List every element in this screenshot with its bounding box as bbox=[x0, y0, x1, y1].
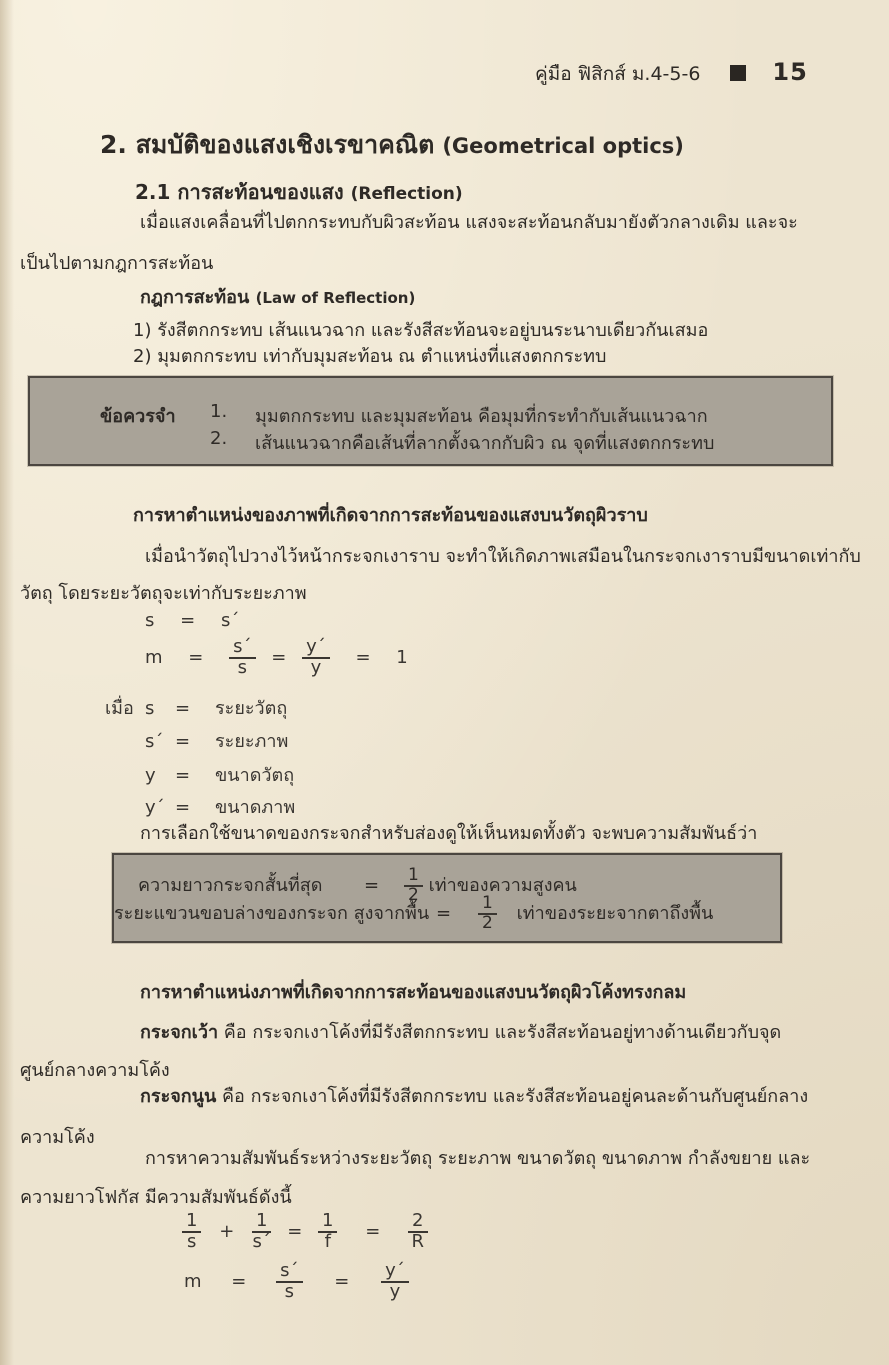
intro-line-1: เมื่อแสงเคลื่อนที่ไปตกกระทบกับผิวสะท้อน แสงจะสะท้อนกลับมายังตัวกลางเดิม และจะ bbox=[140, 212, 798, 233]
relation-line-2: ความยาวโฟกัส มีความสัมพันธ์ดังนี้ bbox=[20, 1187, 292, 1208]
definition-row: y´ = ขนาดภาพ bbox=[145, 797, 296, 818]
intro-line-2: เป็นไปตามกฎการสะท้อน bbox=[20, 253, 214, 274]
fraction-sprime-over-s: $\frac{s´}{s}$ bbox=[229, 638, 255, 678]
square-bullet-icon bbox=[730, 65, 746, 81]
fraction-yprime-over-y: $\frac{y´}{y}$ bbox=[381, 1262, 409, 1302]
concave-definition: กระจกเว้า คือ กระจกเงาโค้งที่มีรังสีตกกระทบ และรังสีสะท้อนอยู่ทางด้านเดียวกับจุด bbox=[140, 1022, 782, 1043]
plane-mirror-heading: การหาตำแหน่งของภาพที่เกิดจากการสะท้อนของแสงบนวัตถุผิวราบ bbox=[133, 505, 648, 526]
note-item-1-num: 1. bbox=[210, 401, 228, 422]
equation-magnification-plane: m = $\frac{s´}{s}$ = $\frac{y´}{y}$ = 1 bbox=[145, 636, 408, 678]
curved-mirror-heading: การหาตำแหน่งภาพที่เกิดจากการสะท้อนของแสงบนวัตถุผิวโค้งทรงกลม bbox=[140, 982, 687, 1003]
magnification-equation: m = $\frac{s´}{s}$ = $\frac{y´}{y}$ bbox=[184, 1262, 409, 1302]
law-heading: กฎการสะท้อน (Law of Reflection) bbox=[140, 287, 416, 308]
where-label: เมื่อ bbox=[105, 698, 134, 719]
fraction-1-over-s: $\frac{1}{s}$ bbox=[182, 1212, 201, 1252]
plane-mirror-para-2: วัตถุ โดยระยะวัตถุจะเท่ากับระยะภาพ bbox=[20, 583, 307, 604]
law-item-2: 2) มุมตกกระทบ เท่ากับมุมสะท้อน ณ ตำแหน่งที่แสงตกกระทบ bbox=[133, 346, 607, 367]
subsection-title: 2.1 การสะท้อนของแสง (Reflection) bbox=[135, 180, 463, 204]
mirror-box-row-2: ระยะแขวนขอบล่างของกระจก สูงจากพื้น = $\frac{1}{2}$ เท่าของระยะจากตาถึงพื้น bbox=[114, 893, 714, 933]
page-gutter-shadow bbox=[0, 0, 14, 1365]
fraction-1-over-sprime: $\frac{1}{s´}$ bbox=[252, 1210, 271, 1252]
mirror-equation: $\frac{1}{s}$ + $\frac{1}{s´}$ = $\frac{1}{f}$ = $\frac{2}{R}$ bbox=[182, 1212, 428, 1252]
fraction-one-half: $\frac{1}{2}$ bbox=[404, 867, 423, 905]
convex-definition: กระจกนูน คือ กระจกเงาโค้งที่มีรังสีตกกระทบ และรังสีสะท้อนอยู่คนละด้านกับศูนย์กลาง bbox=[140, 1086, 809, 1107]
plane-mirror-para-1: เมื่อนำวัตถุไปวางไว้หน้ากระจกเงาราบ จะทำให้เกิดภาพเสมือนในกระจกเงาราบมีขนาดเท่ากับ bbox=[145, 546, 861, 567]
page-number: 15 bbox=[772, 58, 808, 86]
definition-row: s´ = ระยะภาพ bbox=[145, 731, 289, 752]
mirror-box-row-1: ความยาวกระจกสั้นที่สุด = $\frac{1}{2}$ เท่าของความสูงคน bbox=[138, 865, 577, 905]
definition-row: y = ขนาดวัตถุ bbox=[145, 765, 295, 786]
section-title: 2. สมบัติของแสงเชิงเรขาคณิต (Geometrical optics) bbox=[100, 130, 684, 159]
note-item-2-text: เส้นแนวฉากคือเส้นที่ลากตั้งฉากกับผิว ณ จุดที่แสงตกกระทบ bbox=[255, 433, 715, 454]
fraction-one-half: $\frac{1}{2}$ bbox=[478, 895, 497, 933]
law-item-1: 1) รังสีตกกระทบ เส้นแนวฉาก และรังสีสะท้อนจะอยู่บนระนาบเดียวกันเสมอ bbox=[133, 320, 709, 341]
fraction-sprime-over-s: $\frac{s´}{s}$ bbox=[276, 1262, 302, 1302]
fraction-2-over-R: $\frac{2}{R}$ bbox=[408, 1212, 427, 1252]
note-box bbox=[28, 376, 833, 466]
note-item-2-num: 2. bbox=[210, 428, 228, 449]
convex-definition-cont: ความโค้ง bbox=[20, 1127, 95, 1148]
fraction-yprime-over-y: $\frac{y´}{y}$ bbox=[302, 638, 330, 678]
equation-s-equals-sprime: s = s´ bbox=[145, 610, 240, 631]
mirror-size-box bbox=[112, 853, 782, 943]
relation-line-1: การหาความสัมพันธ์ระหว่างระยะวัตถุ ระยะภาพ ขนาดวัตถุ ขนาดภาพ กำลังขยาย และ bbox=[145, 1148, 811, 1169]
concave-definition-cont: ศูนย์กลางความโค้ง bbox=[20, 1060, 170, 1081]
note-label: ข้อควรจำ bbox=[100, 406, 176, 427]
running-header bbox=[535, 58, 808, 89]
note-item-1-text: มุมตกกระทบ และมุมสะท้อน คือมุมที่กระทำกับเส้นแนวฉาก bbox=[255, 406, 708, 427]
book-title: คู่มือ ฟิสิกส์ ม.4-5-6 bbox=[535, 63, 701, 85]
mirror-choice-text: การเลือกใช้ขนาดของกระจกสำหรับส่องดูให้เห็นหมดทั้งตัว จะพบความสัมพันธ์ว่า bbox=[140, 823, 758, 844]
definition-row: s = ระยะวัตถุ bbox=[145, 698, 288, 719]
fraction-1-over-f: $\frac{1}{f}$ bbox=[318, 1212, 337, 1252]
